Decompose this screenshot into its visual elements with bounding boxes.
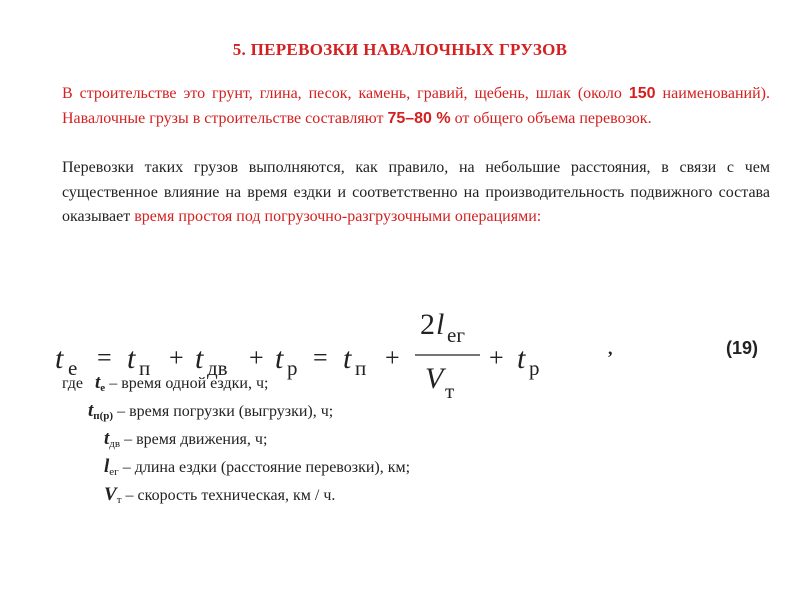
legend-item-tp [88,400,333,422]
legend-item-te [62,372,268,394]
legend-subscript: е [100,382,106,394]
legend-symbol: V [104,484,117,505]
para1-text-end: от общего объема перевозок. [450,109,652,127]
legend-description: – длина ездки (расстояние перевозки), км; [118,459,411,476]
legend-description: – скорость техническая, км / ч. [121,487,336,504]
formula-plus2: + [249,343,264,372]
formula-eq2: = [313,343,328,372]
legend-item-tdv [104,428,267,450]
formula-t1: t [127,342,136,375]
legend-symbol: t [88,400,94,421]
legend-description: – время одной ездки, ч; [105,375,269,392]
formula-t3b: t [517,342,526,375]
formula-t2: t [195,342,204,375]
formula-frac-num-sub: ег [447,323,465,347]
legend-symbol: t [104,428,110,449]
formula-eq1: = [97,343,112,372]
para1-percent: 75–80 % [387,109,451,127]
legend-symbol: t [95,372,101,393]
para2-text: Перевозки таких грузов выполняются, как правило, на небольшие расстояния, в связи с чем существенное влияние на время ездки и соответственно на производительность подвижного состава оказывает [62,159,770,225]
formula-plus3: + [385,343,400,372]
formula-comma: , [608,338,613,358]
legend-subscript: п(р) [93,410,114,422]
paragraph-bulk-cargo-definition [62,82,770,131]
legend-where-word: где [62,375,84,392]
legend-symbol: l [104,456,110,477]
formula-t1b: t [343,342,352,375]
legend-item-vt [104,484,335,506]
para1-text-start: В строительстве это грунт, глина, песок, камень, гравий, щебень, шлак (около [62,85,629,102]
legend-subscript: ег [109,466,119,478]
para2-accent-text: время простоя под погрузочно-разгрузочными операциями: [134,208,542,225]
formula-t3b-sub: р [529,356,540,380]
formula-plus1: + [169,343,184,372]
legend-subscript: дв [109,438,121,450]
formula-frac-den-var: V [425,362,444,395]
legend-item-leg [104,456,410,478]
legend-description: – время погрузки (выгрузки), ч; [113,403,334,420]
formula-frac-num-var: l [436,308,445,341]
formula-frac-num-coef: 2 [420,308,435,341]
formula-number: (19) [726,338,759,358]
legend-subscript: т [116,494,122,506]
formula-plus4: + [489,343,504,372]
para1-text-mid: наименований). Навалочные грузы в строительстве составляют [62,85,771,127]
legend-description: – время движения, ч; [120,431,268,448]
formula-lhs-sub: е [68,356,78,380]
formula-t1-sub: п [139,356,151,380]
formula-t2-sub: дв [207,356,228,380]
paragraph-transport-conditions [62,156,770,230]
formula-frac-den-sub: т [445,379,455,403]
section-title: 5. ПЕРЕВОЗКИ НАВАЛОЧНЫХ ГРУЗОВ [232,40,568,59]
para1-number-150: 150 [628,85,656,102]
formula-lhs-t: t [55,342,64,375]
formula-t3-sub: р [287,356,298,380]
formula-t1b-sub: п [355,356,367,380]
formula-t3: t [275,342,284,375]
